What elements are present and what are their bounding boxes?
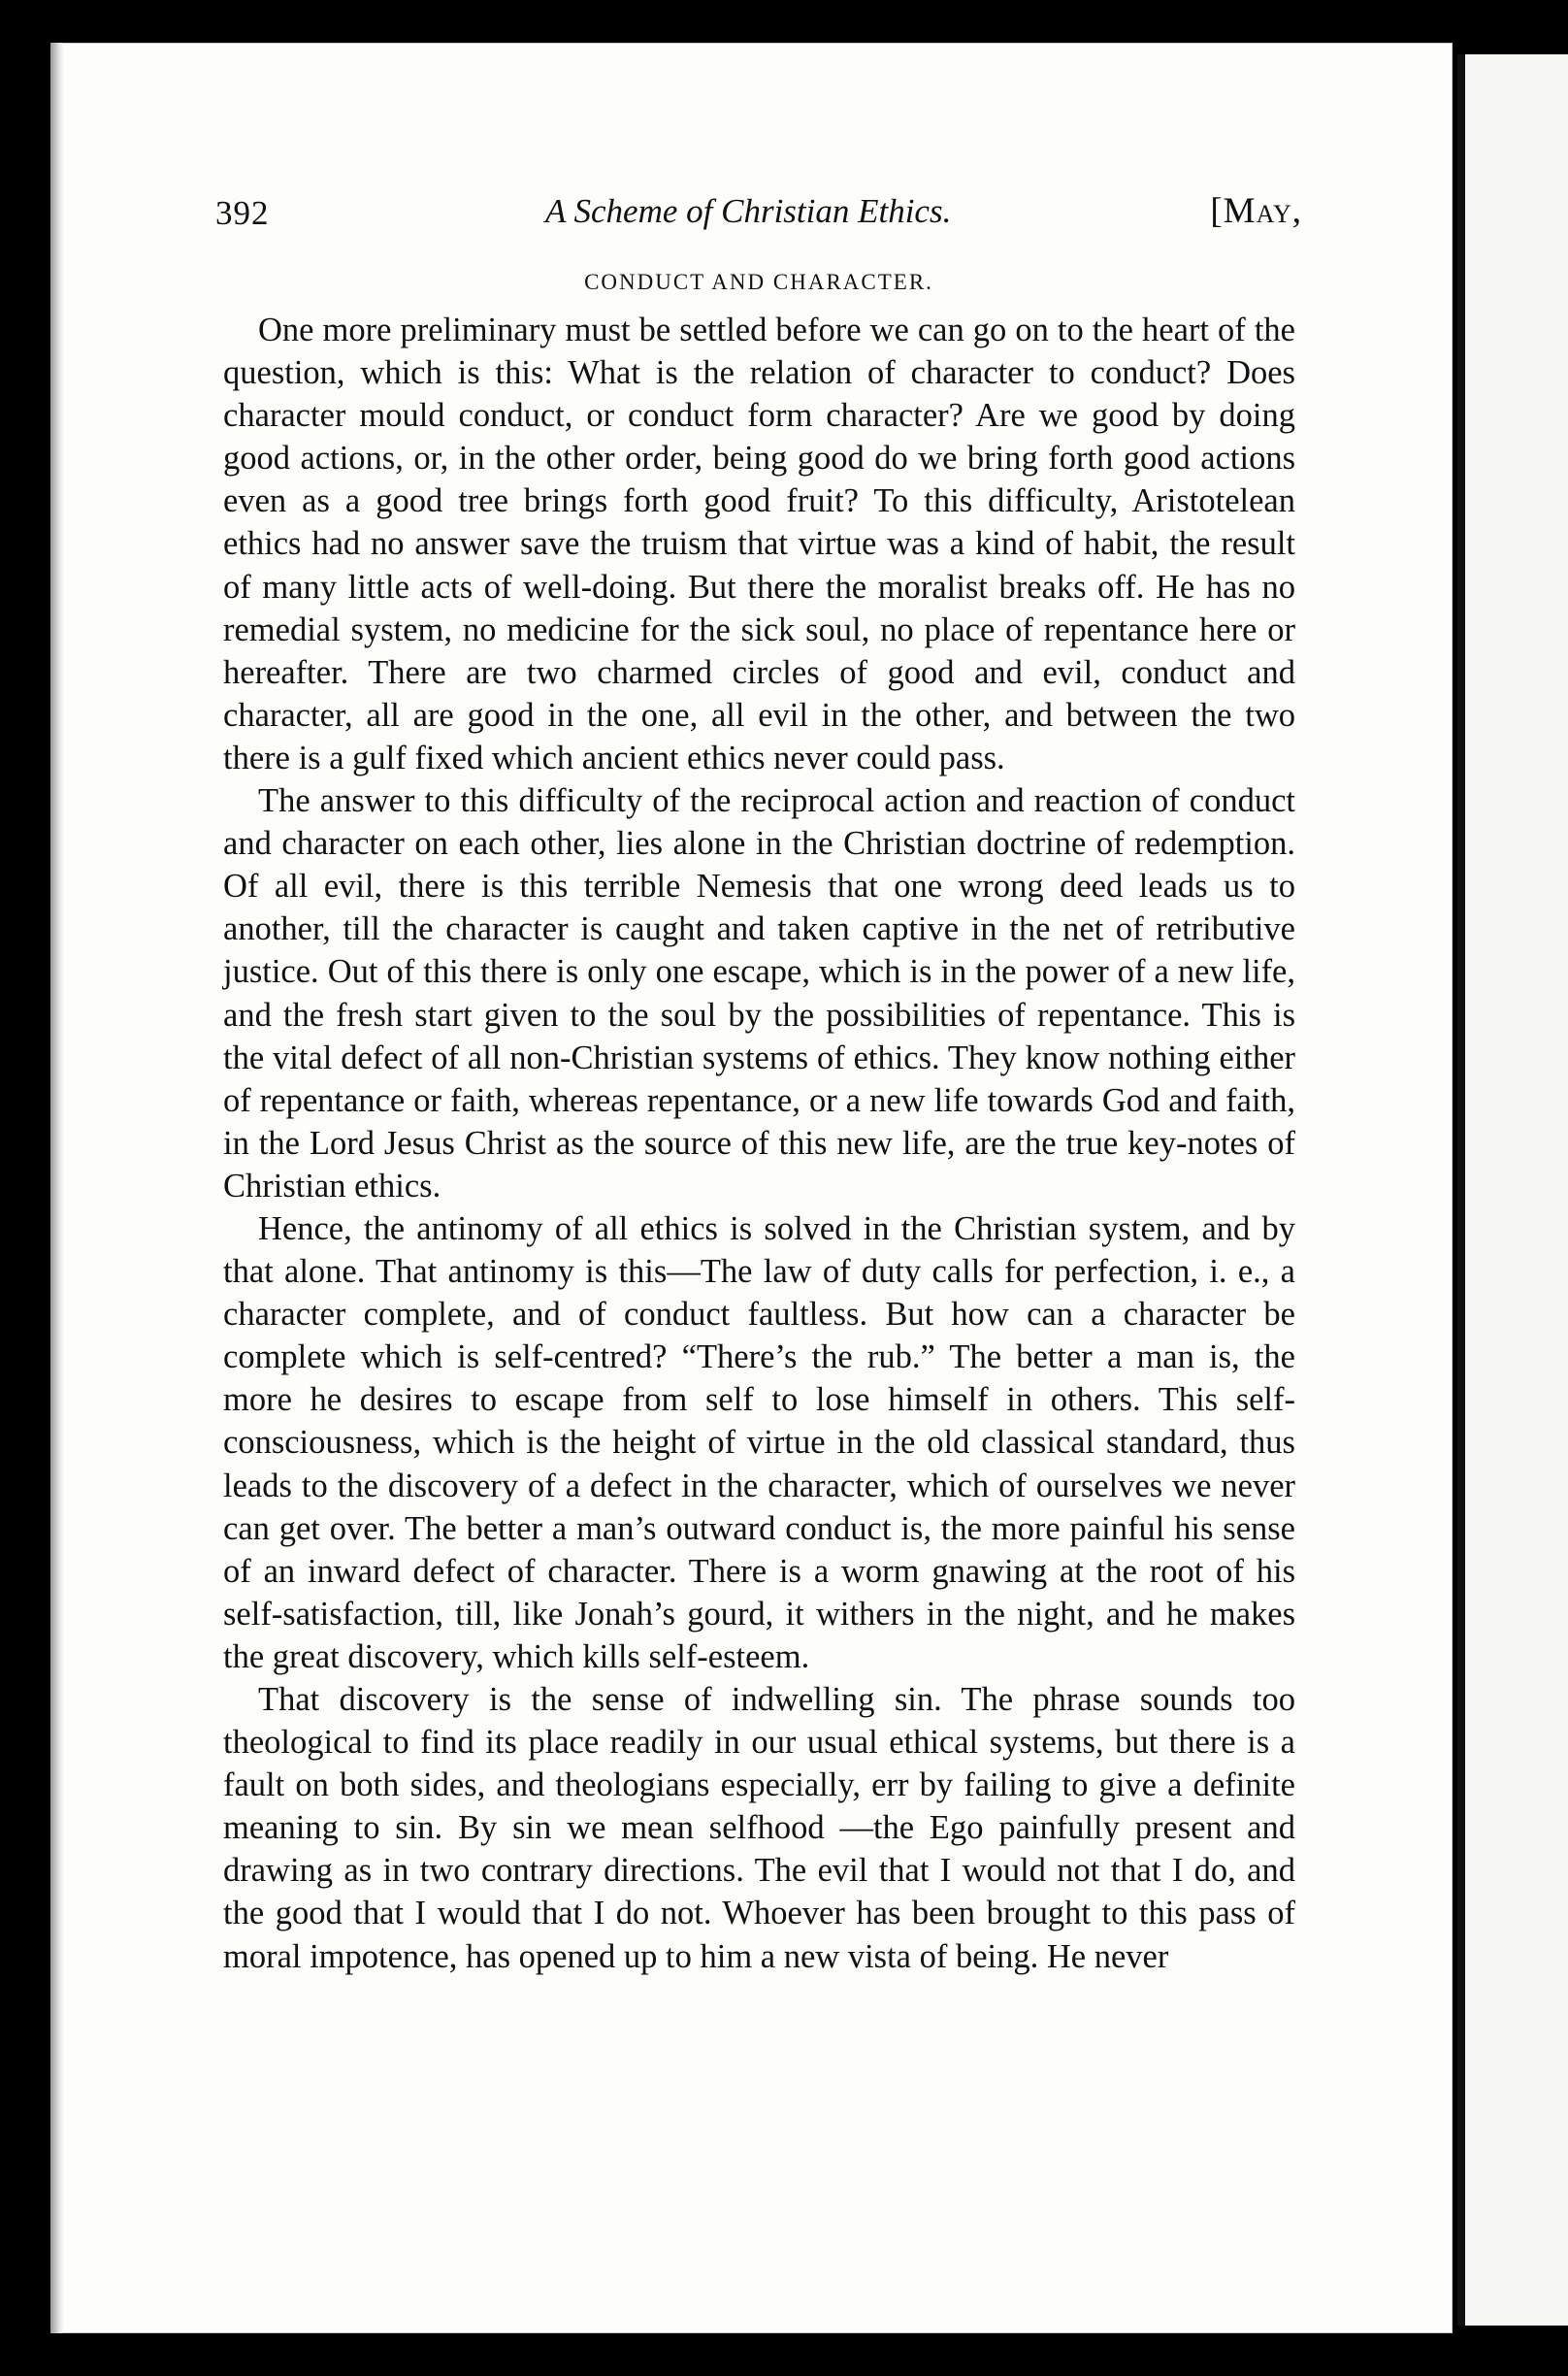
paragraph-1: One more preliminary must be settled before we can go on to the heart of the question, which is this: What is the relation of character to conduct? Does character mould conduct, or conduct form character? Are we good by doing good actions, or, in the other order, being good do we bring forth good actions even as a good tree brings forth good fruit? To this difficulty, Aristotelean ethics had no answer save the truism that virtue was a kind of habit, the result of many little acts of well-doing. But there the moralist breaks off. He has no remedial system, no medicine for the sick soul, no place of repentance here or hereafter. There are two charmed circles of good and evil, conduct and character, all are good in the one, all evil in the other, and between the two there is a gulf fixed which ancient ethics never could pass.	[223, 312, 1295, 776]
paragraph-4: That discovery is the sense of indwelling sin. The phrase sounds too theological to find its place readily in our usual ethical systems, but there is a fault on both sides, and theologians especially, err by failing to give a definite meaning to sin. By sin we mean selfhood —the Ego painfully present and drawing as in two contrary directions. The evil that I would not that I do, and the good that I would that I do not. Whoever has been brought to this pass of moral impotence, has opened up to him a new vista of being. He never	[223, 1681, 1295, 1975]
running-month: [May,	[1210, 191, 1302, 231]
page-number: 392	[215, 194, 270, 232]
running-title: A Scheme of Christian Ethics.	[545, 192, 952, 230]
section-heading: CONDUCT AND CHARACTER.	[584, 270, 933, 294]
page-gutter-shadow	[50, 43, 64, 2333]
paragraph-2: The answer to this difficulty of the reciprocal action and reaction of conduct and character on each other, lies alone in the Christian doctrine of redemption. Of all evil, there is this terrible Nemesis that one wrong deed leads us to another, till the character is caught and taken captive in the net of retributive justice. Out of this there is only one escape, which is in the power of a new life, and the fresh start given to the soul by the possibilities of repentance. This is the vital defect of all non-Christian systems of ethics. They know nothing either of repentance or faith, whereas repentance, or a new life towards God and faith, in the Lord Jesus Christ as the source of this new life, are the true key-notes of Christian ethics.	[223, 782, 1295, 1204]
paragraph-3: Hence, the antinomy of all ethics is solved in the Christian system, and by that alone. That antinomy is this—The law of duty calls for perfection, i. e., a character complete, and of conduct faultless. But how can a character be complete which is self-centred? “There’s the rub.” The better a man is, the more he desires to escape from self to lose himself in others. This self-consciousness, which is the height of virtue in the old classical standard, thus leads to the discovery of a defect in the character, which of ourselves we never can get over. The better a man’s outward conduct is, the more painful his sense of an inward defect of character. There is a worm gnawing at the root of his self-satisfaction, till, like Jonah’s gourd, it withers in the night, and he makes the great discovery, which kills self-esteem.	[223, 1209, 1295, 1675]
body-text	[223, 309, 1295, 1978]
adjacent-page-edge	[1457, 54, 1568, 2326]
running-head	[215, 190, 1302, 245]
